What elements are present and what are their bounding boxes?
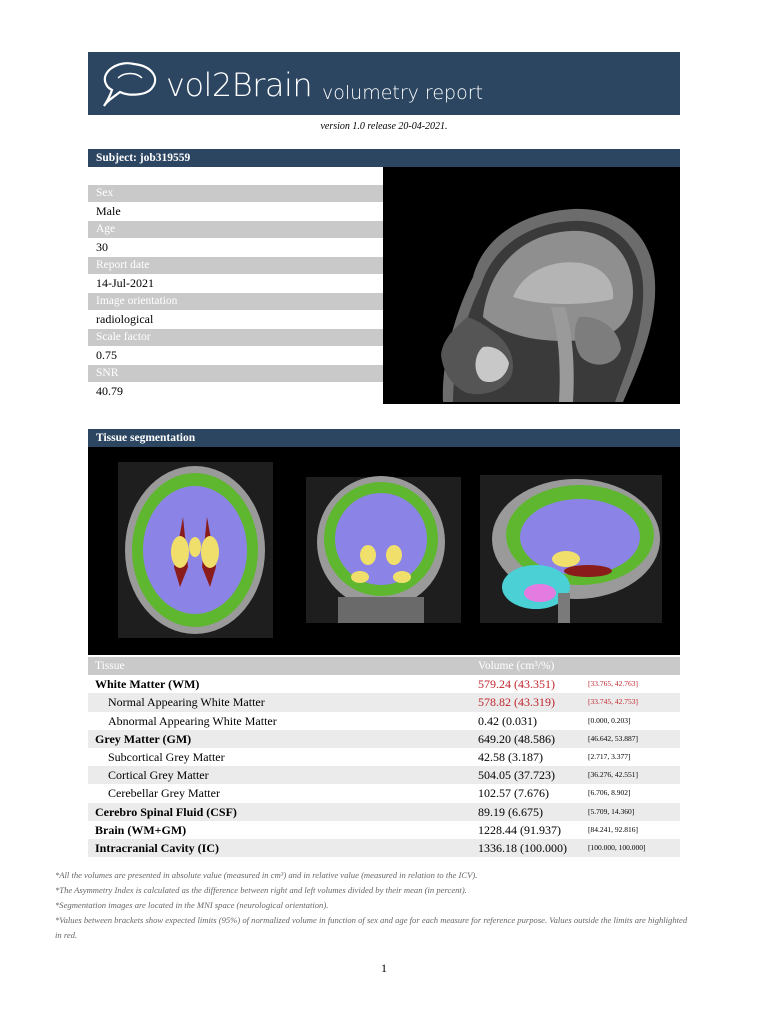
tissue-name: White Matter (WM)	[95, 677, 200, 692]
tissue-name: Abnormal Appearing White Matter	[108, 713, 277, 728]
tissue-limits: [100.000, 100.000]	[588, 839, 680, 857]
sagittal-mri-image	[383, 167, 680, 404]
tissue-table	[88, 657, 680, 857]
footnotes	[55, 868, 695, 943]
coronal-slice	[306, 476, 461, 623]
field-value: radiological	[96, 312, 154, 326]
table-row	[88, 766, 680, 784]
table-row	[88, 784, 680, 802]
tissue-volume: 0.42 (0.031)	[478, 713, 537, 728]
report-banner	[88, 52, 680, 115]
tissue-volume: 578.82 (43.319)	[478, 693, 588, 711]
footnote: *Values between brackets show expected limits (95%) of normalized volume in function of sex and age for each measure for reference purpose. Values outside the limits are highlighted in red.	[55, 915, 688, 940]
tissue-header: Tissue segmentation	[88, 429, 680, 447]
footnote: *Segmentation images are located in the MNI space (neurological orientation).	[55, 900, 329, 910]
table-row	[88, 821, 680, 839]
page-number: 1	[381, 961, 387, 975]
tissue-column-header: Tissue	[88, 657, 478, 675]
tissue-limits: [5.709, 14.360]	[588, 803, 680, 821]
field-label: Report date	[88, 257, 383, 274]
tissue-name: Brain (WM+GM)	[95, 822, 187, 837]
field-value: 30	[96, 240, 108, 254]
field-value: Male	[96, 204, 121, 218]
segmentation-images	[88, 447, 680, 655]
brain-logo-icon	[98, 58, 162, 110]
table-header	[88, 657, 680, 675]
report-subtitle: volumetry report	[322, 82, 483, 104]
tissue-limits: [46.642, 53.887]	[588, 730, 680, 748]
version-line: version 1.0 release 20-04-2021.	[320, 121, 448, 132]
field-value: 40.79	[96, 384, 123, 398]
tissue-limits: [0.000, 0.203]	[588, 715, 631, 725]
tissue-name: Cerebellar Grey Matter	[108, 786, 220, 801]
volume-column-header: Volume (cm³/%)	[478, 657, 588, 675]
field-value: 14-Jul-2021	[96, 276, 154, 290]
tissue-limits: [33.765, 42.763]	[588, 679, 638, 689]
table-row	[88, 730, 680, 748]
tissue-volume: 89.19 (6.675)	[478, 803, 588, 821]
tissue-limits: [84.241, 92.816]	[588, 824, 638, 834]
subject-info	[88, 185, 383, 401]
tissue-name: Grey Matter (GM)	[88, 730, 478, 748]
brand-name: vol2Brain	[166, 66, 313, 104]
tissue-volume: 579.24 (43.351)	[478, 677, 555, 692]
field-label: Sex	[88, 185, 383, 202]
table-row	[88, 839, 680, 857]
footnote: *The Asymmetry Index is calculated as the difference between right and left volumes divided by their mean (in percent).	[55, 885, 467, 895]
table-row	[88, 675, 680, 693]
tissue-name: Cerebro Spinal Fluid (CSF)	[88, 803, 478, 821]
tissue-volume: 504.05 (37.723)	[478, 766, 588, 784]
axial-slice	[118, 462, 273, 638]
tissue-name: Normal Appearing White Matter	[88, 693, 478, 711]
tissue-volume: 1228.44 (91.937)	[478, 822, 561, 837]
table-row	[88, 748, 680, 766]
field-label: Age	[88, 221, 383, 238]
tissue-volume: 649.20 (48.586)	[478, 730, 588, 748]
table-row	[88, 803, 680, 821]
table-row	[88, 712, 680, 730]
tissue-limits: [36.276, 42.551]	[588, 766, 680, 784]
tissue-limits: [2.717, 3.377]	[588, 752, 631, 762]
field-label: Image orientation	[88, 293, 383, 310]
tissue-limits: [33.745, 42.753]	[588, 693, 680, 711]
tissue-name: Cortical Grey Matter	[88, 766, 478, 784]
tissue-volume: 1336.18 (100.000)	[478, 839, 588, 857]
field-label: SNR	[88, 365, 383, 382]
tissue-volume: 102.57 (7.676)	[478, 786, 549, 801]
field-value: 0.75	[96, 348, 117, 362]
tissue-name: Subcortical Grey Matter	[108, 750, 225, 765]
field-label: Scale factor	[88, 329, 383, 346]
table-row	[88, 693, 680, 711]
tissue-volume: 42.58 (3.187)	[478, 750, 543, 765]
subject-header: Subject: job319559	[88, 149, 680, 167]
tissue-name: Intracranial Cavity (IC)	[88, 839, 478, 857]
sagittal-slice	[480, 475, 662, 623]
tissue-limits: [6.706, 8.902]	[588, 788, 631, 798]
footnote: *All the volumes are presented in absolute value (measured in cm³) and in relative value (measured in relation to the ICV).	[55, 870, 478, 880]
